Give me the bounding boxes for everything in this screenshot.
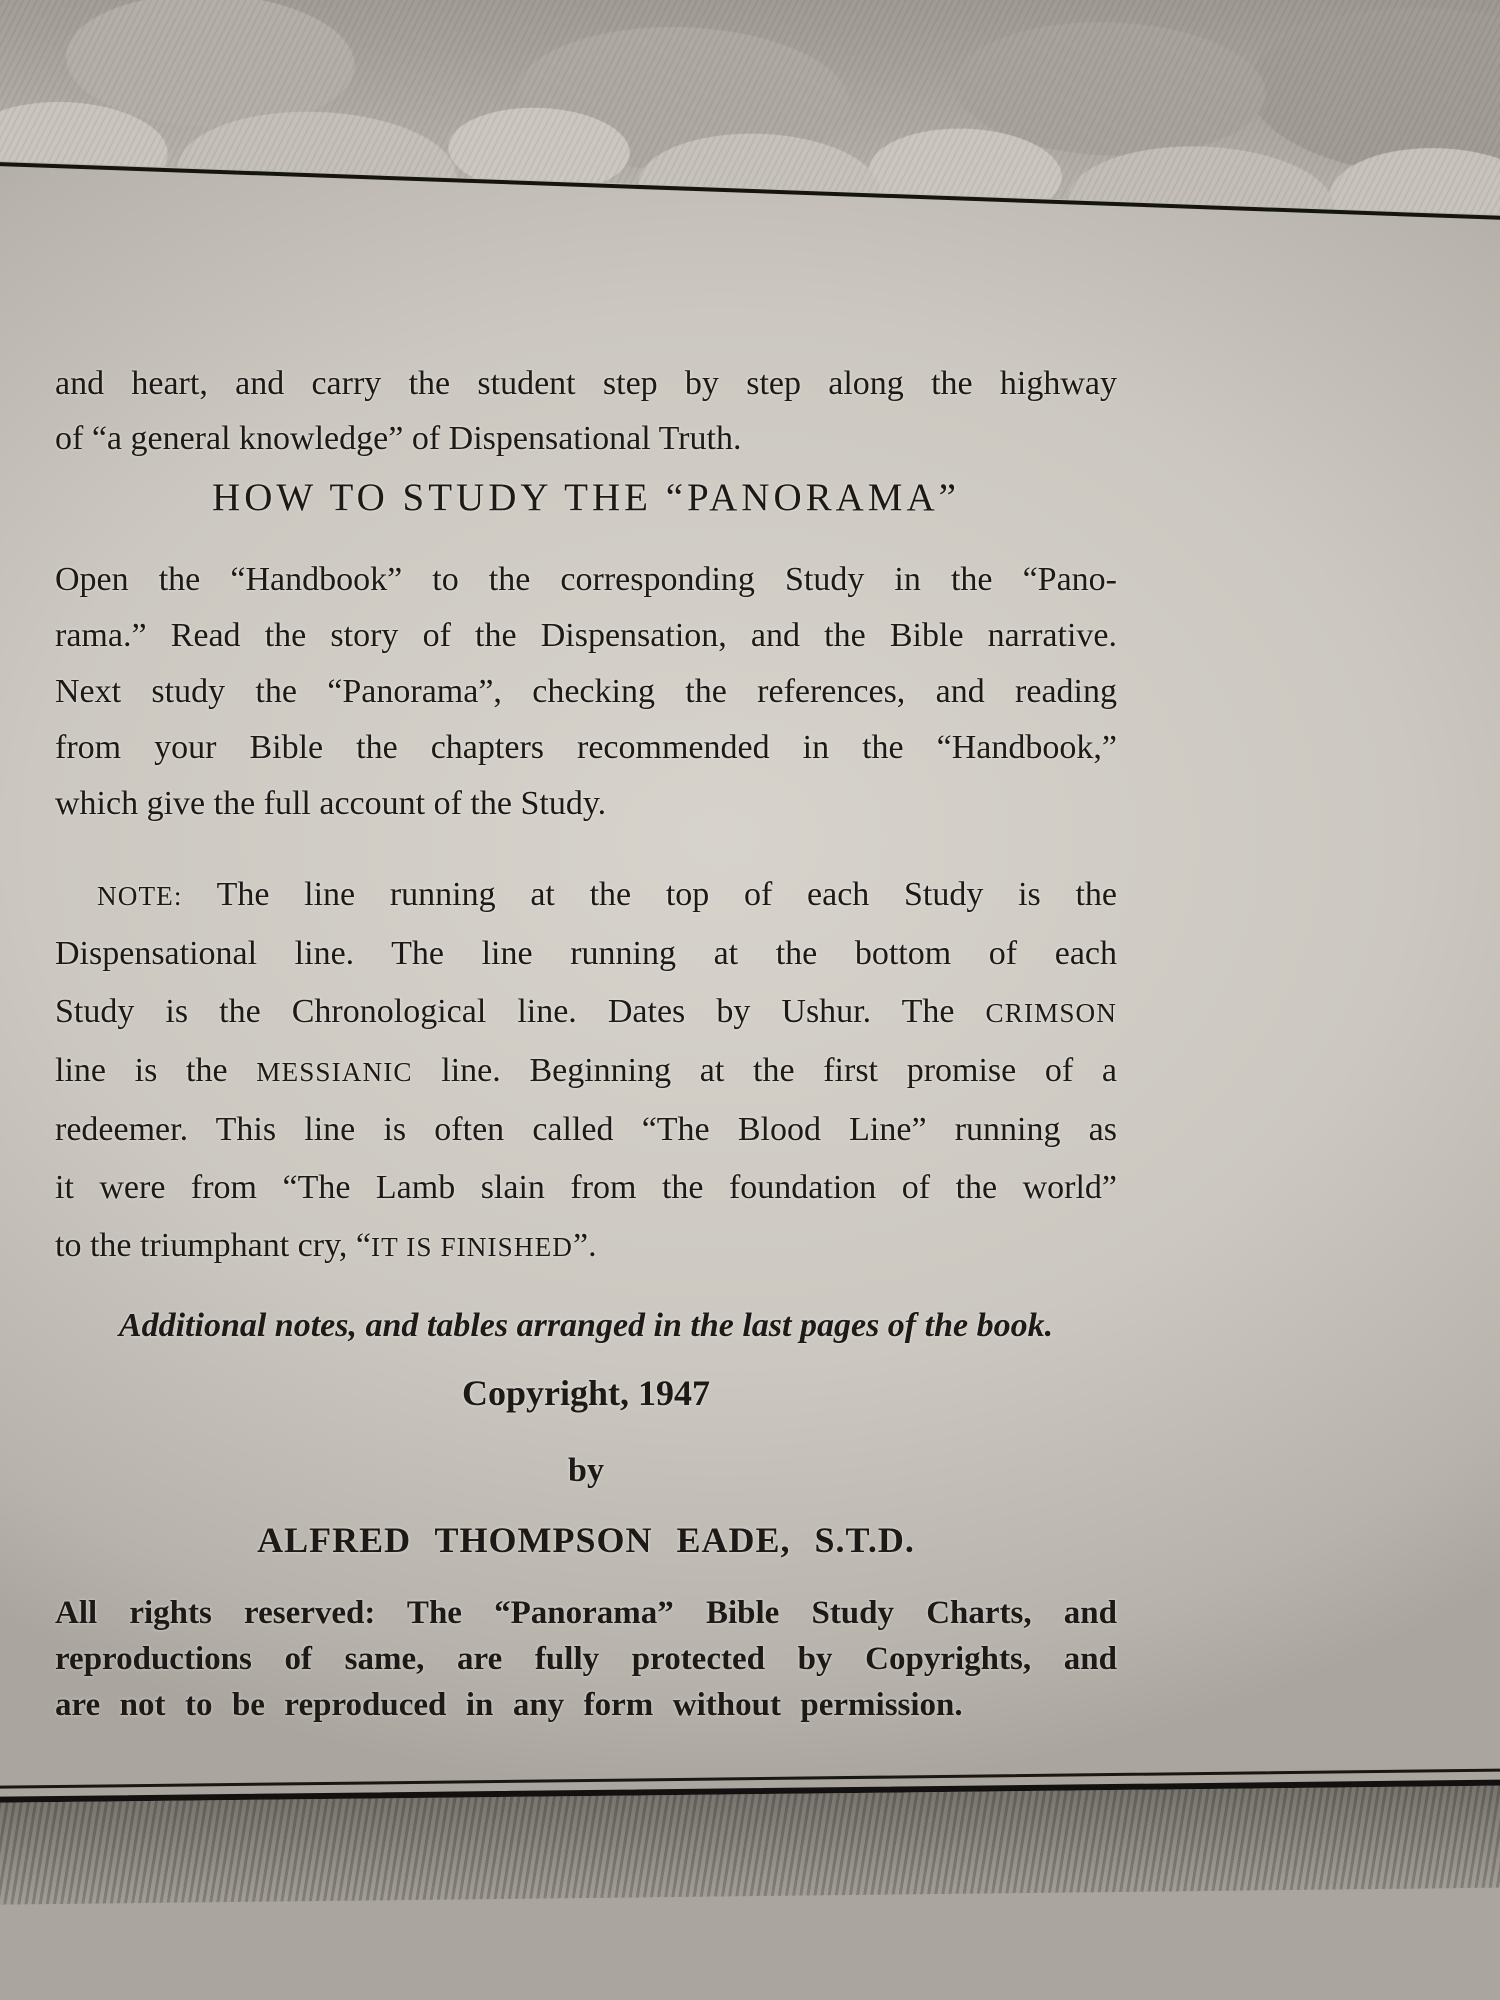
text-segment: to the triumphant cry, “ xyxy=(55,1227,371,1264)
text-line xyxy=(55,1217,1117,1276)
bottom-shadow-band xyxy=(0,1785,1500,1905)
text-line: rama.” Read the story of the Dispensation, and the Bible narrative. xyxy=(55,617,1117,654)
text-segment: The line running at the top of each Study is the xyxy=(182,876,1117,913)
note-paragraph xyxy=(55,866,1117,1276)
additional-note-italic: Additional notes, and tables arranged in the last pages of the book. xyxy=(118,1307,1054,1344)
text-line: which give the full account of the Study. xyxy=(55,785,607,822)
top-border-rule xyxy=(0,148,1500,225)
note-label: NOTE: xyxy=(97,881,183,911)
text-line: Dispensational line. The line running at the bottom of each xyxy=(55,935,1117,972)
rights-paragraph xyxy=(55,1590,1117,1728)
text-line: All rights reserved: The “Panorama” Bible Study Charts, and xyxy=(55,1595,1117,1631)
cloud-illustration xyxy=(0,0,1500,217)
text-segment: Study is the Chronological line. Dates by Ushur. The xyxy=(55,993,986,1030)
messianic-word: MESSIANIC xyxy=(256,1057,413,1087)
crimson-word: CRIMSON xyxy=(985,998,1117,1028)
text-line xyxy=(55,866,1117,925)
text-line: of “a general knowledge” of Dispensational Truth. xyxy=(55,420,742,457)
byline: by xyxy=(568,1452,604,1489)
text-segment: ”. xyxy=(573,1227,597,1264)
text-line: from your Bible the chapters recommended in the “Handbook,” xyxy=(55,729,1117,766)
text-line: redeemer. This line is often called “The Blood Line” running as xyxy=(55,1111,1117,1148)
text-line xyxy=(55,1042,1117,1101)
text-line: Open the “Handbook” to the corresponding Study in the “Pano- xyxy=(55,561,1117,598)
text-line: it were from “The Lamb slain from the foundation of the world” xyxy=(55,1169,1117,1206)
text-segment: line. Beginning at the first promise of a xyxy=(412,1052,1118,1089)
it-is-finished-words: IT IS FINISHED xyxy=(370,1232,574,1262)
text-line xyxy=(55,983,1117,1042)
intro-paragraph xyxy=(55,356,1117,466)
text-line: and heart, and carry the student step by step along the highway xyxy=(55,365,1117,402)
author-line: ALFRED THOMPSON EADE, S.T.D. xyxy=(257,1520,915,1560)
section-heading: HOW TO STUDY THE “PANORAMA” xyxy=(212,476,960,519)
bottom-border-rule xyxy=(0,1768,1500,1905)
text-line: are not to be reproduced in any form without permission. xyxy=(55,1687,963,1723)
howto-paragraph xyxy=(55,552,1117,832)
text-segment: line is the xyxy=(55,1052,257,1089)
text-line: reproductions of same, are fully protected by Copyrights, and xyxy=(55,1641,1117,1677)
copyright-line: Copyright, 1947 xyxy=(461,1373,710,1413)
text-line: Next study the “Panorama”, checking the references, and reading xyxy=(55,673,1117,710)
